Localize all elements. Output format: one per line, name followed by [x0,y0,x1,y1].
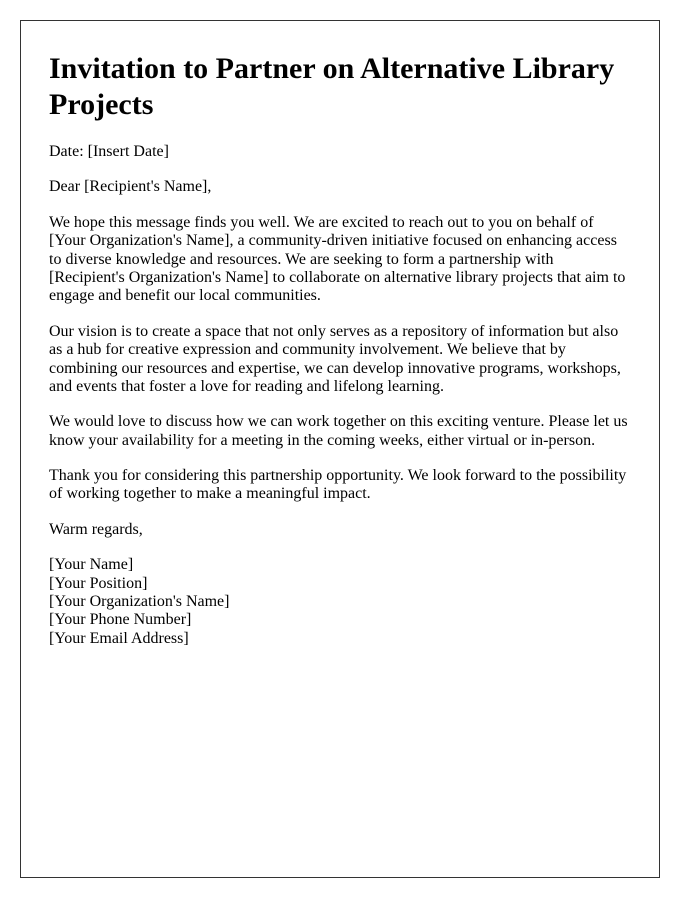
closing: Warm regards, [49,520,143,538]
signature-phone: [Your Phone Number] [49,611,192,629]
letter-title: Invitation to Partner on Alternative Library Projects [49,52,615,121]
letter-page [20,20,660,878]
body-paragraph-vision: Our vision is to create a space that not only serves as a repository of information but also as a hub for creative expression and community involvement. We believe that by combining our resources and expertise, we can develop innovative programs, workshops, and events that foster a love for reading and lifelong learning. [49,322,621,395]
signature-block [49,556,631,648]
signature-position: [Your Position] [49,574,148,592]
body-paragraph-thanks: Thank you for considering this partnership opportunity. We look forward to the possibility of working together to make a meaningful impact. [49,467,627,503]
body-paragraph-intro: We hope this message finds you well. We are excited to reach out to you on behalf of [Your Organization's Name], a community-driven initiative focused on enhancing access to diverse knowledge and resources. We are seeking to form a partnership with [Recipient's Organization's Name] to collaborate on alternative library projects that aim to engage and benefit our local communities. [49,213,626,305]
signature-name: [Your Name] [49,556,134,574]
body-paragraph-meeting-request: We would love to discuss how we can work together on this exciting venture. Please let us know your availability for a meeting in the coming weeks, either virtual or in-person. [49,413,628,449]
date-line: Date: [Insert Date] [49,143,169,160]
signature-email: [Your Email Address] [49,629,189,647]
signature-organization: [Your Organization's Name] [49,593,230,611]
salutation: Dear [Recipient's Name], [49,178,212,196]
